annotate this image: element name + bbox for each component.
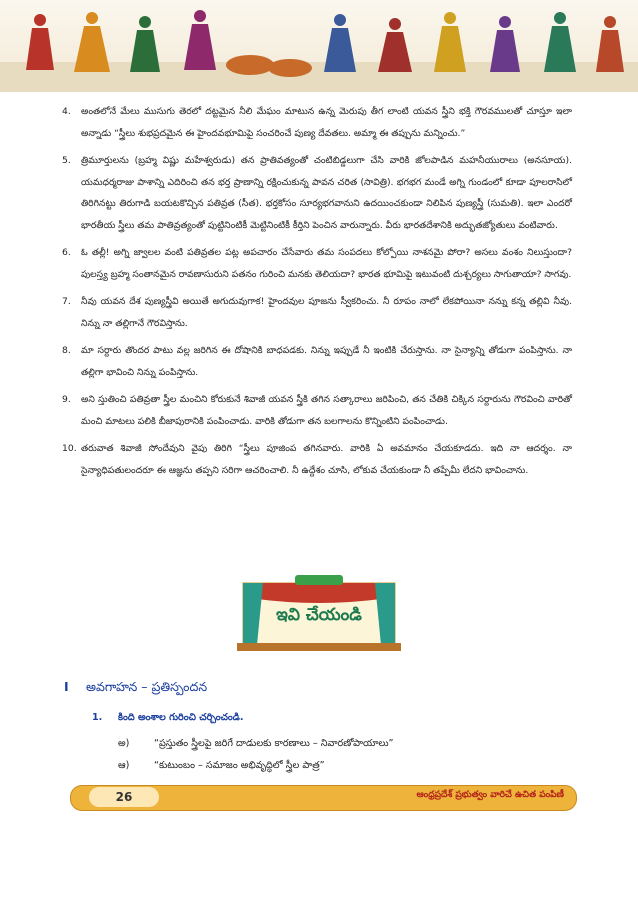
list-item [62, 150, 572, 236]
publisher-note: ఆంధ్రప్రదేశ్ ప్రభుత్వం వారిచే ఉచిత పంపిణీ [416, 790, 564, 800]
list-item [62, 340, 572, 383]
item-text: ఓ తల్లీ! అగ్ని జ్వాలల వంటి పతివ్రతల పట్ల అపచారం చేసేవారు తమ సంపదలు కోల్పోయి నాశనమై పోరా? అసలు వంశం నిలుస్తుందా? పులస్త్య బ్రహ్మ సంతానమైన రావణాసురుని పతనం గురించి మనకు తెలియదా? భారత భూమిపై ఇటువంటి దుశ్చర్యలు సాగుతాయా? సాగవు. [81, 247, 572, 280]
item-number: 10. [62, 443, 77, 454]
item-text: అని స్తుతించి పతివ్రతా స్త్రీల మంచిని కోరుకునే శివాజీ యవన స్త్రీకి తగిన సత్కారాలు జరిపించి, తన చేతికి చిక్కిన సర్దారును గౌరవించి వారితో మంచి మాటలు పలికి బీజాపురానికి పంపించాడు. వారికి తోడుగా తన బలగాలను కొన్నింటిని పంపించాడు. [81, 394, 572, 427]
list-item [62, 101, 572, 144]
item-number: 5. [62, 155, 71, 166]
item-number: 6. [62, 247, 71, 258]
list-item [62, 291, 572, 334]
section-number: I [64, 679, 69, 694]
subsection-title: కింది అంశాల గురించి చర్చించండి. [118, 712, 244, 723]
item-text: నీవు యవన దేశ పుణ్యస్త్రీవి అయితే అగుదువుగాక! హైందవుల పూజను స్వీకరించు. నీ రూపం నాలో లేకపోయినా నన్ను కన్న తల్లివి నీవు. నిన్ను నా తల్లిగానే గౌరవిస్తాను. [81, 296, 572, 329]
item-number: 9. [62, 394, 71, 405]
subsection-heading [92, 712, 243, 725]
numbered-text [62, 101, 572, 487]
item-text: అంతలోనే మేలు ముసుగు తెరలో దట్టమైన నీలి మేఘం మాటున ఉన్న మెరుపు తీగ లాంటి యవన స్త్రీని భక్తి గౌరవములతో చూస్తూ ఇలా అన్నాడు “స్త్రీలు శుభప్రదమైన ఈ హైందవభూమిపై సంచరించే పుణ్య దేవతలు. అమ్మా ఈ తప్పును మన్నించు.” [81, 106, 572, 139]
item-number: 8. [62, 345, 71, 356]
list-item [62, 438, 572, 481]
page-footer [70, 785, 577, 811]
section-title: అవగాహన – ప్రతిస్పందన [86, 679, 208, 694]
item-number: 7. [62, 296, 71, 307]
activity-banner [233, 575, 405, 655]
activity-title: ఇవి చేయండి [276, 605, 362, 625]
subsection-number: 1. [92, 712, 103, 723]
item-text: త్రిమూర్తులను (బ్రహ్మ విష్ణు మహేశ్వరుడు) తన ప్రాతివత్యంతో చంటిబిడ్డలుగా చేసి వారికి జోలపాడిన మహనీయురాలు (అనసూయ). యమధర్మరాజు పాశాన్ని ఎదిరించి తన భర్త ప్రాణాన్ని రక్షించుకున్న పావన చరిత (సావిత్రి). భగభగ మండే అగ్ని గుండంలో కూడా పూలరాసిలో తిరిగినట్టు తిరుగాడి బయటకొచ్చిన పతివ్రత (సీత). భర్తకోసం సూర్యభగవానుని ఉదయించకుండా నిలిపిన పుణ్యస్త్రీ (సుమతి). ఇలా ఎందరో భారతీయ స్త్రీలు తమ పాతివ్రత్యంతో పుట్టినింటికీ మెట్టినింటికీ కీర్తిని పెంచిన వారున్నారు. వీరు భారతదేశానికి అద్భుతజ్యోతులు వంటివారు. [81, 155, 572, 231]
option-item [118, 738, 394, 751]
dancers-illustration [0, 0, 638, 92]
section-heading [64, 679, 584, 698]
option-text: “కుటుంబం – సమాజం అభివృద్ధిలో స్త్రీల పాత్ర” [154, 760, 325, 771]
option-mark: ఆ) [118, 760, 130, 771]
item-text: మా సర్దారు తొందర పాటు వల్ల జరిగిన ఈ దోషానికి బాధపడకు. నిన్ను ఇప్పుడే నీ ఇంటికి చేరుస్తాను. నా సైన్యాన్ని తోడుగా పంపిస్తాను. నా తల్లిగా భావించి నిన్ను పంపిస్తాను. [81, 345, 572, 378]
option-text: “ప్రస్తుతం స్త్రీలపై జరిగే దాడులకు కారణాలు – నివారణోపాయాలు” [154, 738, 394, 749]
list-item [62, 242, 572, 285]
list-item [62, 389, 572, 432]
dance-banner [0, 0, 638, 92]
option-item [118, 760, 325, 773]
item-number: 4. [62, 106, 71, 117]
item-text: తరువాత శివాజీ సోందేవుని వైపు తిరిగి “స్త్రీలు పూజింప తగినవారు. వారికి ఏ అవమానం చేయకూడదు. ఇది నా ఆదర్శం. నా సైన్యాధిపతులందరూ ఈ ఆజ్ఞను తప్పని సరిగా ఆచరించాలి. నీ ఉద్దేశం చూసి, లోకువ చేయకుండా నీ తప్పేమీ లేదని భావించాను. [81, 443, 572, 476]
option-mark: అ) [118, 738, 130, 749]
page-number: 26 [89, 787, 159, 807]
